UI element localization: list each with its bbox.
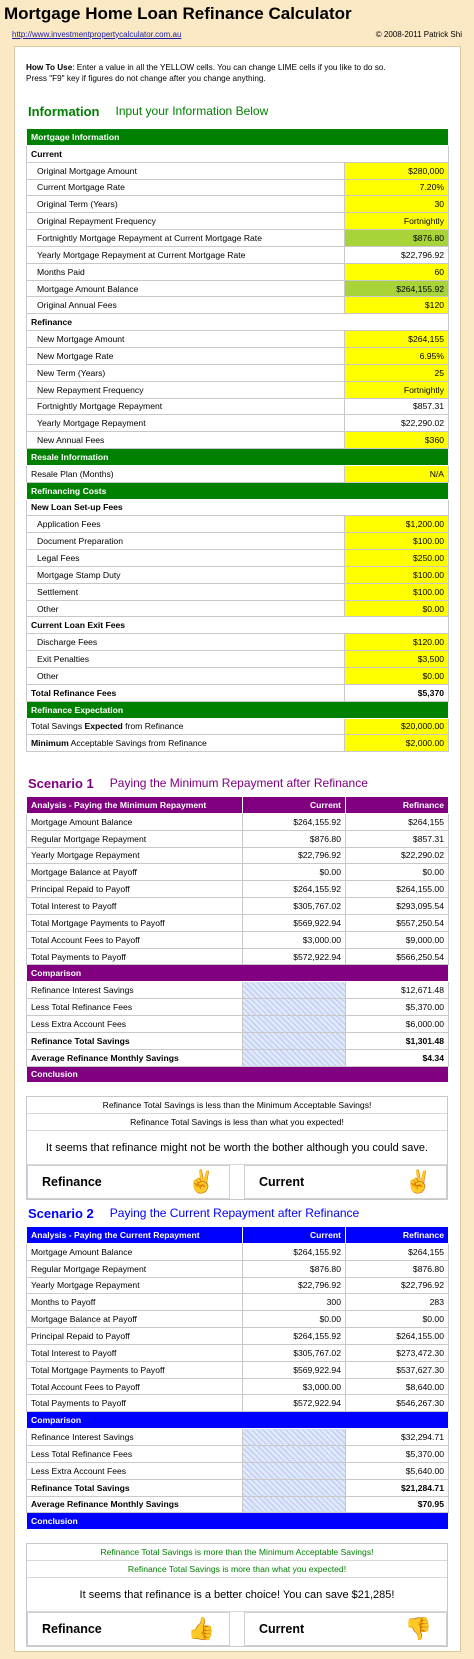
row-value[interactable]: 25	[345, 364, 449, 381]
current-value: $264,155.92	[243, 813, 346, 830]
thumbs-up-icon: 👍	[187, 1616, 215, 1641]
page-title: Mortgage Home Loan Refinance Calculator	[4, 4, 352, 23]
row-label: New Mortgage Rate	[27, 347, 345, 364]
current-row	[27, 297, 449, 314]
row-label: Mortgage Balance at Payoff	[27, 1311, 243, 1328]
hatched-cell	[243, 1032, 346, 1049]
conclusion-line-1: Refinance Total Savings is less than the Minimum Acceptable Savings!	[27, 1097, 447, 1114]
band-label: Conclusion	[27, 1513, 449, 1530]
s2-comparison-band	[27, 1412, 449, 1429]
refinance-value: $9,000.00	[346, 931, 449, 948]
refinance-value: $264,155	[346, 813, 449, 830]
information-subtitle: Input your Information Below	[115, 104, 269, 118]
band-label: Analysis - Paying the Minimum Repayment	[27, 797, 243, 814]
row-label: Mortgage Balance at Payoff	[27, 864, 243, 881]
comparison-value: $12,671.48	[346, 982, 449, 999]
victory-hand-icon: ✌	[187, 1169, 215, 1194]
s2-comparison-row	[27, 1429, 449, 1446]
subheader-label: New Loan Set-up Fees	[27, 499, 449, 516]
scenario2-conclusion	[26, 1543, 448, 1647]
current-value: $264,155.92	[243, 1328, 346, 1345]
hatched-cell	[243, 982, 346, 999]
row-label: Original Annual Fees	[27, 297, 345, 314]
refinance-value: $0.00	[346, 1311, 449, 1328]
refinance-value: $293,095.54	[346, 898, 449, 915]
current-value: 300	[243, 1294, 346, 1311]
refinance-row	[27, 347, 449, 364]
website-link[interactable]: http://www.investmentpropertycalculator.com.au	[12, 29, 182, 39]
refinance-row	[27, 331, 449, 348]
total-refinance-fees-row	[27, 684, 449, 701]
row-value[interactable]: $876.80	[345, 230, 449, 247]
row-label: Yearly Mortgage Repayment at Current Mortgage Rate	[27, 246, 345, 263]
current-value: $876.80	[243, 830, 346, 847]
s2-analysis-row	[27, 1243, 449, 1260]
row-value[interactable]: $0.00	[345, 600, 449, 617]
row-label: Total Account Fees to Payoff	[27, 931, 243, 948]
refinance-value: $557,250.54	[346, 914, 449, 931]
refinance-value: $22,796.92	[346, 1277, 449, 1294]
row-label: Fortnightly Mortgage Repayment	[27, 398, 345, 415]
row-value[interactable]: 7.20%	[345, 179, 449, 196]
setup-subheader	[27, 499, 449, 516]
refinance-value: $22,290.02	[346, 847, 449, 864]
row-value[interactable]: 30	[345, 196, 449, 213]
refinance-value: $273,472.30	[346, 1344, 449, 1361]
row-label: Document Preparation	[27, 533, 345, 550]
row-label: Less Total Refinance Fees	[27, 1445, 243, 1462]
minimum-text-a: Minimum	[31, 738, 69, 749]
how-to-text-1: : Enter a value in all the YELLOW cells. You can change LIME cells if you like to do so.	[72, 63, 386, 72]
setup-fee-row	[27, 533, 449, 550]
row-label: Legal Fees	[27, 550, 345, 567]
hatched-cell	[243, 1049, 346, 1066]
row-value[interactable]: $360	[345, 432, 449, 449]
current-value: $3,000.00	[243, 931, 346, 948]
refinance-expectation-band	[27, 701, 449, 718]
s1-analysis-row	[27, 914, 449, 931]
comparison-value: $5,370.00	[346, 999, 449, 1016]
row-label: Principal Repaid to Payoff	[27, 881, 243, 898]
refinancing-costs-band	[27, 482, 449, 499]
s2-conclusion-band	[27, 1513, 449, 1530]
hatched-cell	[243, 1462, 346, 1479]
row-label: Application Fees	[27, 516, 345, 533]
victory-hand-icon: ✌	[404, 1169, 432, 1194]
row-label	[27, 718, 345, 735]
s2-analysis-row	[27, 1344, 449, 1361]
current-card-label: Current	[259, 1622, 305, 1636]
hatched-cell	[243, 1496, 346, 1513]
row-label: Total Mortgage Payments to Payoff	[27, 1361, 243, 1378]
band-label: Resale Information	[27, 449, 449, 466]
row-value[interactable]: $3,500	[345, 651, 449, 668]
comparison-value: $6,000.00	[346, 1015, 449, 1032]
s2-comparison-row	[27, 1462, 449, 1479]
header-bar	[4, 27, 470, 41]
expect-text-a: Total Savings	[31, 721, 85, 732]
row-label: Yearly Mortgage Repayment	[27, 847, 243, 864]
refinance-verdict-card	[27, 1165, 230, 1199]
s1-analysis-band	[27, 797, 449, 814]
scenario1-title: Scenario 1	[28, 775, 94, 791]
refinance-row	[27, 432, 449, 449]
row-label: Refinance Interest Savings	[27, 982, 243, 999]
scenario1-heading	[28, 773, 368, 793]
s1-analysis-row	[27, 948, 449, 965]
row-label: Less Extra Account Fees	[27, 1462, 243, 1479]
row-value[interactable]: $100.00	[345, 583, 449, 600]
current-verdict-card	[244, 1612, 447, 1646]
s2-analysis-row	[27, 1311, 449, 1328]
row-label: New Annual Fees	[27, 432, 345, 449]
s1-average-savings-row	[27, 1049, 449, 1066]
row-label: Current Mortgage Rate	[27, 179, 345, 196]
refinance-value: $566,250.54	[346, 948, 449, 965]
row-label: Discharge Fees	[27, 634, 345, 651]
row-label: Average Refinance Monthly Savings	[27, 1496, 243, 1513]
hatched-cell	[243, 1479, 346, 1496]
row-label: Mortgage Amount Balance	[27, 280, 345, 297]
current-value: $0.00	[243, 1311, 346, 1328]
current-value: $264,155.92	[243, 1243, 346, 1260]
current-row	[27, 280, 449, 297]
band-label: Analysis - Paying the Current Repayment	[27, 1227, 243, 1244]
s1-analysis-row	[27, 847, 449, 864]
row-label: Months Paid	[27, 263, 345, 280]
s2-analysis-row	[27, 1260, 449, 1277]
setup-fee-row	[27, 516, 449, 533]
row-value[interactable]: Fortnightly	[345, 381, 449, 398]
s2-comparison-row	[27, 1445, 449, 1462]
row-label: Original Repayment Frequency	[27, 213, 345, 230]
row-value: $22,290.02	[345, 415, 449, 432]
row-label: Total Payments to Payoff	[27, 1395, 243, 1412]
exit-fee-row	[27, 634, 449, 651]
row-label: Average Refinance Monthly Savings	[27, 1049, 243, 1066]
minimum-text-b: Acceptable Savings from Refinance	[68, 738, 207, 749]
row-label: Months to Payoff	[27, 1294, 243, 1311]
conclusion-message: It seems that refinance is a better choice! You can save $21,285!	[27, 1578, 447, 1612]
row-value[interactable]: $264,155.92	[345, 280, 449, 297]
resale-band	[27, 449, 449, 466]
resale-row	[27, 465, 449, 482]
row-label: Total Payments to Payoff	[27, 948, 243, 965]
refinance-row	[27, 398, 449, 415]
verdict-cards	[27, 1612, 447, 1646]
row-label	[27, 735, 345, 752]
setup-fee-row	[27, 566, 449, 583]
refinance-card-label: Refinance	[42, 1622, 102, 1636]
refinance-value: $8,640.00	[346, 1378, 449, 1395]
current-subheader: Current	[27, 145, 449, 162]
row-value[interactable]: $120.00	[345, 634, 449, 651]
thumbs-down-icon: 👎	[404, 1616, 432, 1641]
row-label: Less Extra Account Fees	[27, 1015, 243, 1032]
refinance-row	[27, 381, 449, 398]
total-savings-value: $1,301.48	[346, 1032, 449, 1049]
current-value: $569,922.94	[243, 1361, 346, 1378]
s1-analysis-row	[27, 881, 449, 898]
current-value: $305,767.02	[243, 1344, 346, 1361]
row-label: Mortgage Amount Balance	[27, 1243, 243, 1260]
current-row	[27, 263, 449, 280]
row-label: Refinance Total Savings	[27, 1479, 243, 1496]
row-value[interactable]: $0.00	[345, 668, 449, 685]
current-value: $876.80	[243, 1260, 346, 1277]
row-label: Total Account Fees to Payoff	[27, 1378, 243, 1395]
hatched-cell	[243, 1429, 346, 1446]
average-savings-value: $70.95	[346, 1496, 449, 1513]
row-label: Mortgage Amount Balance	[27, 813, 243, 830]
band-label: Refinance Expectation	[27, 701, 449, 718]
comparison-value: $32,294.71	[346, 1429, 449, 1446]
s2-average-savings-row	[27, 1496, 449, 1513]
hatched-cell	[243, 1445, 346, 1462]
row-value[interactable]: $1,200.00	[345, 516, 449, 533]
row-label: Regular Mortgage Repayment	[27, 830, 243, 847]
s1-comparison-row	[27, 982, 449, 999]
current-value: $3,000.00	[243, 1378, 346, 1395]
current-row	[27, 179, 449, 196]
setup-fee-row	[27, 600, 449, 617]
band-label: Conclusion	[27, 1066, 449, 1083]
row-value[interactable]: $250.00	[345, 550, 449, 567]
current-value: $22,796.92	[243, 847, 346, 864]
hatched-cell	[243, 999, 346, 1016]
expect-text-b: Expected	[84, 721, 123, 732]
information-heading	[28, 101, 268, 121]
row-value[interactable]: $2,000.00	[345, 735, 449, 752]
row-label: Original Term (Years)	[27, 196, 345, 213]
scenario2-subtitle: Paying the Current Repayment after Refinance	[109, 1206, 360, 1220]
s2-analysis-row	[27, 1294, 449, 1311]
how-to-use	[26, 62, 446, 84]
s2-analysis-row	[27, 1378, 449, 1395]
scenario1-table	[26, 796, 449, 1083]
row-value[interactable]: $100.00	[345, 533, 449, 550]
current-value: $305,767.02	[243, 898, 346, 915]
total-savings-value: $21,284.71	[346, 1479, 449, 1496]
row-label: Settlement	[27, 583, 345, 600]
refinance-value: 283	[346, 1294, 449, 1311]
conclusion-message: It seems that refinance might not be worth the bother although you could save.	[27, 1131, 447, 1165]
row-value[interactable]: 6.95%	[345, 347, 449, 364]
scenario1-subtitle: Paying the Minimum Repayment after Refinance	[109, 776, 368, 790]
how-to-text-2: Press "F9" key if figures do not change after you change anything.	[26, 74, 266, 83]
mortgage-information-band: Mortgage Information	[27, 129, 449, 146]
how-to-label: How To Use	[26, 63, 73, 72]
scenario2-title: Scenario 2	[28, 1205, 94, 1221]
current-row	[27, 230, 449, 247]
row-label: Regular Mortgage Repayment	[27, 1260, 243, 1277]
refinance-value: $264,155.00	[346, 1328, 449, 1345]
exit-subheader	[27, 617, 449, 634]
expected-savings-row	[27, 718, 449, 735]
s1-comparison-band	[27, 965, 449, 982]
refinance-value: $0.00	[346, 864, 449, 881]
current-row	[27, 162, 449, 179]
current-value: $0.00	[243, 864, 346, 881]
s1-analysis-row	[27, 931, 449, 948]
conclusion-line-2: Refinance Total Savings is less than what you expected!	[27, 1114, 447, 1131]
s1-conclusion-band	[27, 1066, 449, 1083]
s1-analysis-row	[27, 864, 449, 881]
row-label: Refinance Total Savings	[27, 1032, 243, 1049]
row-value: $857.31	[345, 398, 449, 415]
row-value[interactable]: 60	[345, 263, 449, 280]
current-row	[27, 213, 449, 230]
refinance-row	[27, 415, 449, 432]
column-header-refinance: Refinance	[346, 1227, 449, 1244]
exit-fee-row	[27, 651, 449, 668]
s2-analysis-band	[27, 1227, 449, 1244]
scenario2-table	[26, 1226, 449, 1530]
row-label: Total Interest to Payoff	[27, 898, 243, 915]
row-value[interactable]: $20,000.00	[345, 718, 449, 735]
row-value: $5,370	[345, 684, 449, 701]
minimum-savings-row	[27, 735, 449, 752]
band-label: Refinancing Costs	[27, 482, 449, 499]
row-label: Total Interest to Payoff	[27, 1344, 243, 1361]
information-table	[26, 128, 449, 752]
conclusion-line-1: Refinance Total Savings is more than the Minimum Acceptable Savings!	[27, 1544, 447, 1561]
scenario2-heading	[28, 1203, 359, 1223]
column-header-refinance: Refinance	[346, 797, 449, 814]
hatched-cell	[243, 1015, 346, 1032]
scenario1-conclusion	[26, 1096, 448, 1200]
row-label: Original Mortgage Amount	[27, 162, 345, 179]
row-label: Yearly Mortgage Repayment	[27, 415, 345, 432]
column-header-current: Current	[243, 797, 346, 814]
row-value[interactable]: $100.00	[345, 566, 449, 583]
s2-total-savings-row	[27, 1479, 449, 1496]
row-label: Total Mortgage Payments to Payoff	[27, 914, 243, 931]
refinance-value: $857.31	[346, 830, 449, 847]
expect-text-c: from Refinance	[122, 721, 184, 732]
s1-comparison-row	[27, 1015, 449, 1032]
refinance-verdict-card	[27, 1612, 230, 1646]
information-title: Information	[28, 103, 100, 119]
comparison-value: $5,370.00	[346, 1445, 449, 1462]
s2-analysis-row	[27, 1395, 449, 1412]
row-label: Other	[27, 668, 345, 685]
refinance-card-label: Refinance	[42, 1175, 102, 1189]
band-label: Comparison	[27, 965, 449, 982]
setup-fee-row	[27, 583, 449, 600]
current-row	[27, 196, 449, 213]
row-label: Less Total Refinance Fees	[27, 999, 243, 1016]
column-header-current: Current	[243, 1227, 346, 1244]
current-card-label: Current	[259, 1175, 305, 1189]
row-label: New Repayment Frequency	[27, 381, 345, 398]
setup-fee-row	[27, 550, 449, 567]
conclusion-line-2: Refinance Total Savings is more than what you expected!	[27, 1561, 447, 1578]
average-savings-value: $4.34	[346, 1049, 449, 1066]
s2-analysis-row	[27, 1277, 449, 1294]
refinance-value: $537,627.30	[346, 1361, 449, 1378]
subheader-label: Refinance	[27, 314, 449, 331]
current-value: $572,922.94	[243, 1395, 346, 1412]
row-label: Exit Penalties	[27, 651, 345, 668]
row-label: New Mortgage Amount	[27, 331, 345, 348]
refinance-value: $876.80	[346, 1260, 449, 1277]
refinance-row	[27, 364, 449, 381]
row-value: $22,796.92	[345, 246, 449, 263]
verdict-cards	[27, 1165, 447, 1199]
refinance-subheader	[27, 314, 449, 331]
comparison-value: $5,640.00	[346, 1462, 449, 1479]
band-label: Comparison	[27, 1412, 449, 1429]
current-value: $572,922.94	[243, 948, 346, 965]
current-verdict-card	[244, 1165, 447, 1199]
s2-analysis-row	[27, 1361, 449, 1378]
refinance-value: $264,155	[346, 1243, 449, 1260]
exit-fee-row	[27, 668, 449, 685]
s2-analysis-row	[27, 1328, 449, 1345]
s1-analysis-row	[27, 813, 449, 830]
s1-analysis-row	[27, 898, 449, 915]
subheader-label: Current Loan Exit Fees	[27, 617, 449, 634]
s1-analysis-row	[27, 830, 449, 847]
row-label: Principal Repaid to Payoff	[27, 1328, 243, 1345]
row-label: Resale Plan (Months)	[27, 465, 345, 482]
row-label: Refinance Interest Savings	[27, 1429, 243, 1446]
row-label: Total Refinance Fees	[27, 684, 345, 701]
s1-total-savings-row	[27, 1032, 449, 1049]
current-row	[27, 246, 449, 263]
row-label: Mortgage Stamp Duty	[27, 566, 345, 583]
s1-comparison-row	[27, 999, 449, 1016]
current-value: $569,922.94	[243, 914, 346, 931]
refinance-value: $264,155.00	[346, 881, 449, 898]
row-value[interactable]: Fortnightly	[345, 213, 449, 230]
current-value: $22,796.92	[243, 1277, 346, 1294]
current-value: $264,155.92	[243, 881, 346, 898]
row-value[interactable]: $264,155	[345, 331, 449, 348]
row-label: New Term (Years)	[27, 364, 345, 381]
row-label: Fortnightly Mortgage Repayment at Current Mortgage Rate	[27, 230, 345, 247]
copyright: © 2008-2011 Patrick Shi	[375, 29, 462, 39]
row-value[interactable]: $120	[345, 297, 449, 314]
row-value[interactable]: $280,000	[345, 162, 449, 179]
row-value[interactable]: N/A	[345, 465, 449, 482]
refinance-value: $546,267.30	[346, 1395, 449, 1412]
row-label: Yearly Mortgage Repayment	[27, 1277, 243, 1294]
row-label: Other	[27, 600, 345, 617]
